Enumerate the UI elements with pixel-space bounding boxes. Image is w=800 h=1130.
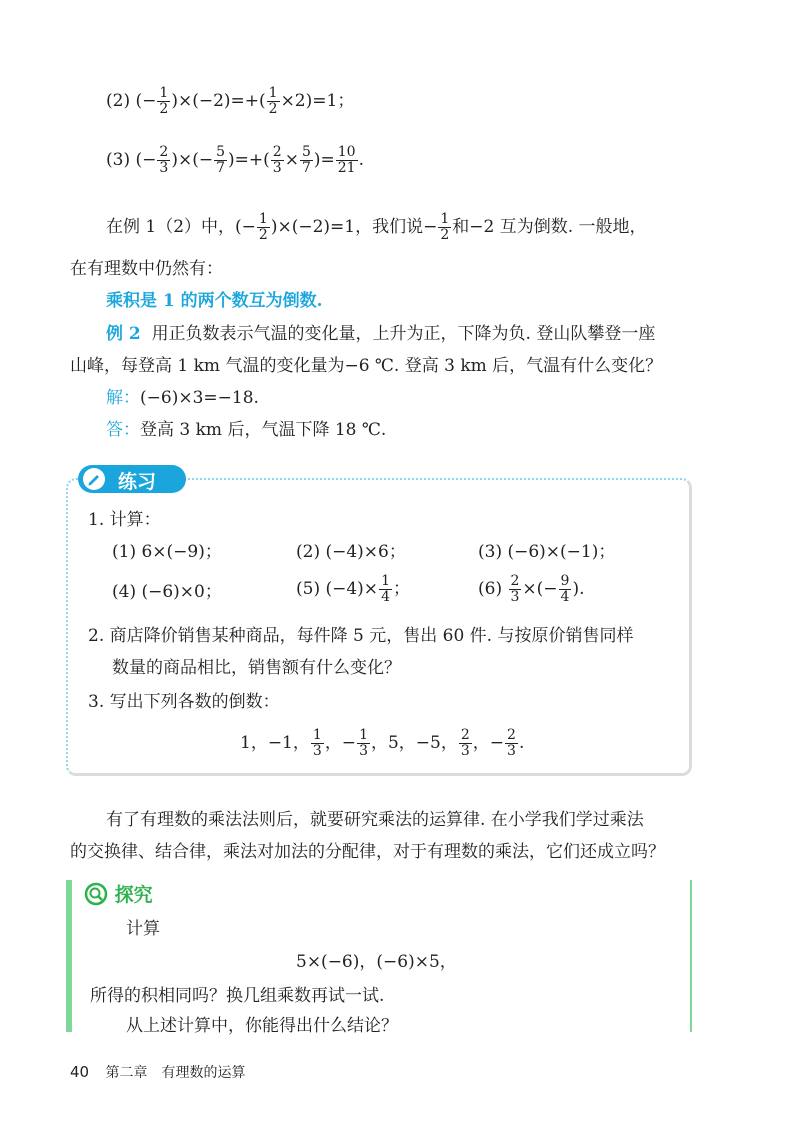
pencil-badge-icon — [82, 467, 106, 491]
denominator: 4 — [381, 589, 390, 605]
page-number: 40 — [70, 1063, 90, 1081]
denominator: 4 — [560, 589, 570, 605]
fraction — [336, 145, 358, 176]
practice-q3: 3. 写出下列各数的倒数： — [88, 692, 280, 712]
practice-q1: 1. 计算： — [88, 510, 161, 530]
paragraph-reciprocal — [106, 212, 647, 243]
denominator: 7 — [301, 160, 311, 176]
expr-text: ). — [572, 579, 585, 599]
numerator: 2 — [159, 144, 169, 160]
paragraph-laws-line2: 的交换律、结合律，乘法对加法的分配律，对于有理数的乘法，它们还成立吗？ — [70, 842, 665, 862]
expr-text: ×2)=1； — [280, 91, 355, 111]
explore-left-bar — [66, 880, 72, 1032]
expr-text: ； — [392, 579, 410, 599]
expr-text: (5) (−4)× — [296, 579, 379, 599]
practice-q1-6 — [478, 574, 585, 605]
denominator: 3 — [510, 589, 520, 605]
numerator: 5 — [216, 144, 225, 160]
explore-right-bar — [690, 880, 692, 1032]
numerator: 1 — [258, 211, 268, 227]
practice-q1-1: (1) 6×(−9)； — [112, 542, 222, 562]
denominator: 3 — [359, 743, 368, 759]
solution-label: 解： — [106, 388, 140, 408]
practice-q1-4: (4) (−6)×0； — [112, 582, 222, 602]
fraction — [459, 728, 472, 759]
practice-q2-line2: 数量的商品相比，销售额有什么变化？ — [112, 658, 401, 678]
expr-text: . — [518, 733, 525, 753]
example1-line2 — [106, 86, 354, 117]
example2-solution — [106, 386, 259, 410]
explore-magnifier-icon — [84, 882, 108, 906]
fraction — [300, 145, 313, 176]
paragraph-text: 和−2 互为倒数. 一般地， — [452, 217, 647, 237]
answer-label: 答： — [106, 420, 140, 440]
fraction — [559, 574, 572, 605]
item-label: (3) — [106, 150, 131, 170]
example-label: 例 2 — [106, 324, 141, 344]
expr-text: ，− — [324, 733, 357, 753]
denominator: 21 — [337, 160, 356, 176]
numerator: 9 — [560, 573, 570, 589]
chapter-title: 第二章 有理数的运算 — [105, 1065, 246, 1081]
numerator: 1 — [159, 85, 169, 101]
fraction — [379, 574, 392, 605]
explore-title: 探究 — [114, 884, 153, 906]
rule-statement: 乘积是 1 的两个数互为倒数. — [106, 291, 323, 311]
fraction — [509, 574, 522, 605]
denominator: 3 — [159, 160, 169, 176]
fraction — [214, 145, 227, 176]
expr-text: )×(− — [171, 150, 214, 170]
practice-q3-numbers — [240, 728, 524, 759]
numerator: 2 — [272, 144, 282, 160]
example2-answer — [106, 418, 386, 442]
explore-header — [84, 880, 153, 907]
expr-text: ×(− — [522, 579, 558, 599]
numerator: 1 — [312, 727, 322, 743]
paragraph-laws-line1: 有了有理数的乘法法则后，就要研究乘法的运算律. 在小学我们学过乘法 — [106, 810, 644, 830]
explore-line2: 5×(−6)，(−6)×5， — [296, 952, 457, 972]
page-footer — [70, 1062, 246, 1082]
denominator: 3 — [460, 743, 470, 759]
expr-text: )×(−2)=+( — [171, 91, 266, 111]
denominator: 7 — [216, 160, 225, 176]
fraction — [267, 86, 280, 117]
explore-line4: 从上述计算中，你能得出什么结论？ — [126, 1016, 398, 1036]
practice-q1-5 — [296, 574, 410, 605]
fraction — [438, 212, 451, 243]
numerator: 10 — [337, 144, 356, 160]
denominator: 3 — [312, 743, 322, 759]
expr-text: (− — [135, 91, 157, 111]
practice-q2-line1: 2. 商店降价销售某种商品，每件降 5 元，售出 60 件. 与按原价销售同样 — [88, 626, 634, 646]
paragraph-text: 在例 1（2）中，(− — [106, 217, 256, 237]
expr-text: × — [284, 150, 299, 170]
solution-text: (−6)×3=−18. — [140, 388, 259, 408]
paragraph-reciprocal-line2: 在有理数中仍然有： — [70, 259, 223, 279]
numerator: 2 — [460, 727, 470, 743]
denominator: 3 — [507, 743, 516, 759]
numerator: 5 — [301, 144, 311, 160]
fraction — [157, 145, 170, 176]
numerator: 2 — [510, 573, 520, 589]
expr-text: ，5，−5， — [370, 733, 458, 753]
numerator: 1 — [359, 727, 368, 743]
fraction — [271, 145, 284, 176]
example2-line1 — [106, 322, 655, 346]
expr-text: (− — [135, 150, 157, 170]
answer-text: 登高 3 km 后，气温下降 18 ℃. — [140, 420, 387, 440]
numerator: 1 — [381, 573, 390, 589]
practice-title: 练习 — [118, 471, 157, 493]
example2-line2: 山峰，每登高 1 km 气温的变化量为−6 ℃. 登高 3 km 后，气温有什么变化？ — [70, 356, 663, 376]
fraction — [157, 86, 170, 117]
practice-q1-3: (3) (−6)×(−1)； — [478, 542, 616, 562]
denominator: 2 — [440, 227, 450, 243]
fraction — [505, 728, 518, 759]
explore-line3: 所得的积相同吗？换几组乘数再试一试. — [90, 986, 385, 1006]
practice-banner — [78, 465, 186, 493]
item-label: (2) — [106, 91, 131, 111]
paragraph-text: )×(−2)=1，我们说− — [270, 217, 438, 237]
denominator: 2 — [268, 101, 278, 117]
fraction — [311, 728, 324, 759]
example1-line3 — [106, 145, 364, 176]
fraction — [257, 212, 270, 243]
expr-text: ，− — [472, 733, 505, 753]
denominator: 2 — [159, 101, 169, 117]
fraction — [357, 728, 370, 759]
expr-text: )= — [313, 150, 335, 170]
numerator: 2 — [507, 727, 516, 743]
denominator: 3 — [272, 160, 282, 176]
denominator: 2 — [258, 227, 268, 243]
expr-text: )=+( — [228, 150, 270, 170]
item-label: (6) — [478, 579, 503, 599]
expr-text: 1，−1， — [240, 733, 310, 753]
expr-text: . — [358, 150, 364, 170]
explore-line1: 计算 — [126, 919, 160, 939]
numerator: 1 — [440, 211, 450, 227]
numerator: 1 — [268, 85, 278, 101]
example-text: 用正负数表示气温的变化量，上升为正，下降为负. 登山队攀登一座 — [151, 324, 656, 344]
practice-q1-2: (2) (−4)×6； — [296, 542, 406, 562]
